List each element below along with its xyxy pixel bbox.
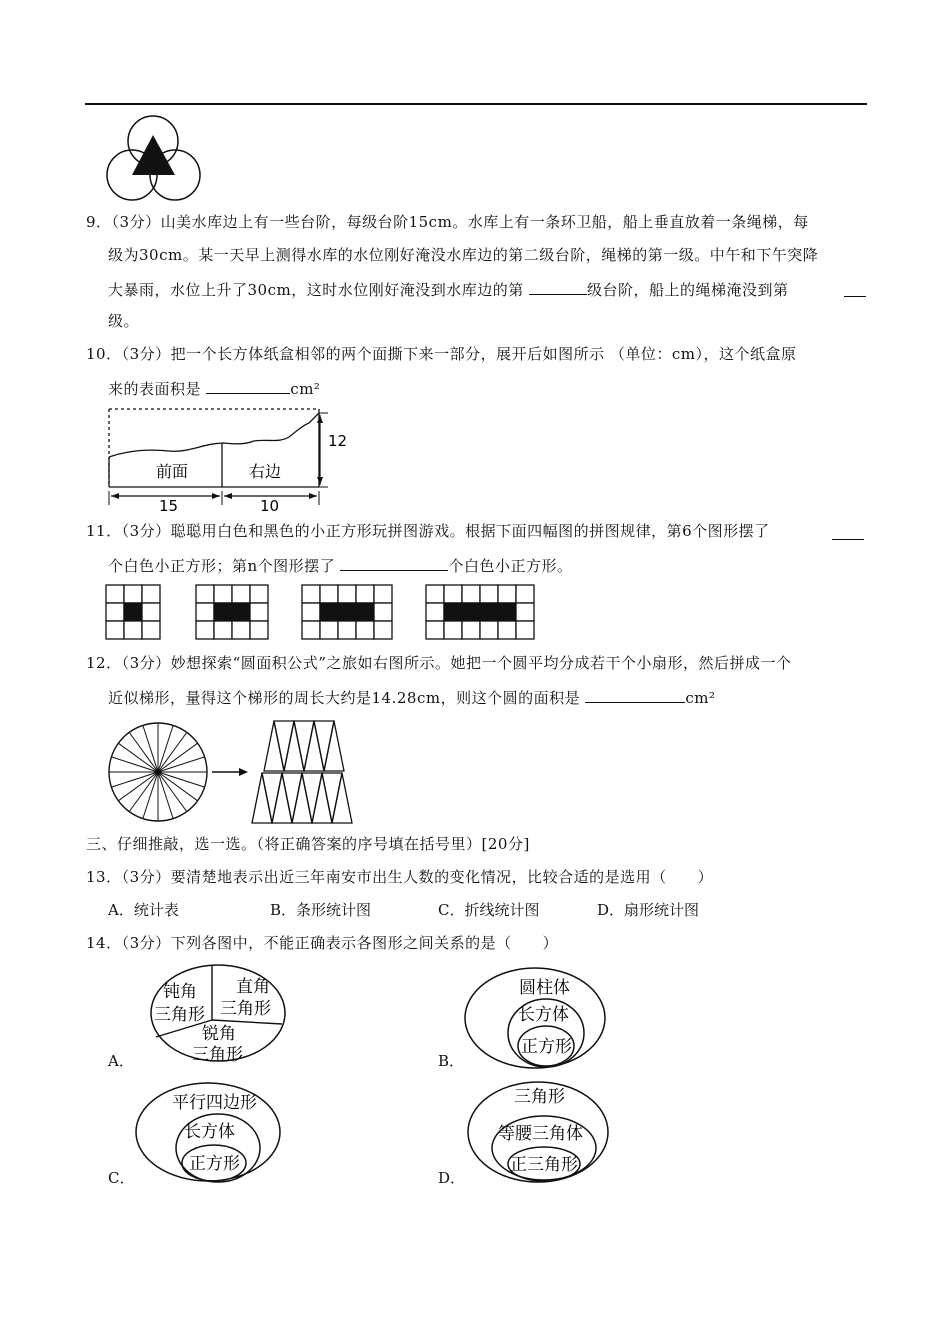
fig-a-obtuse-2: 三角形	[154, 1005, 205, 1025]
sector-piece	[302, 773, 322, 823]
q10-blank[interactable]	[206, 377, 290, 394]
white-square	[444, 621, 462, 639]
q9-blank-2[interactable]	[844, 280, 866, 297]
q13-stem: 13．（3分）要清楚地表示出近三年南安市出生人数的变化情况，比较合适的是选用（ ）	[86, 868, 714, 886]
fig-a-acute-1: 锐角	[202, 1024, 236, 1044]
white-square	[498, 621, 516, 639]
sector-piece	[284, 721, 304, 771]
sector-piece	[294, 721, 314, 771]
white-square	[516, 585, 534, 603]
q9-text-b: 级台阶，船上的绳梯淹没到第	[587, 281, 789, 299]
white-square	[124, 585, 142, 603]
sector-line	[158, 772, 205, 787]
sector-piece	[292, 773, 312, 823]
white-square	[498, 585, 516, 603]
three-circles-triangle-figure	[105, 113, 205, 203]
q10-unit: cm²	[290, 380, 321, 398]
white-square	[516, 603, 534, 621]
white-square	[320, 621, 338, 639]
q12-blank[interactable]	[585, 686, 685, 703]
sector-line	[129, 772, 158, 812]
q9-line3	[108, 278, 789, 300]
white-square	[142, 585, 160, 603]
white-square	[302, 585, 320, 603]
black-square	[232, 603, 250, 621]
q11-blank-1[interactable]	[832, 523, 864, 540]
sector-piece	[264, 721, 284, 771]
q11-line2	[108, 554, 572, 576]
q14-label-c: C．	[108, 1169, 135, 1187]
q10-line1: 10．（3分）把一个长方体纸盒相邻的两个面撕下来一部分，展开后如图所示 （单位：cm），这个纸盒原	[86, 345, 797, 363]
sector-line	[143, 725, 158, 772]
q9-text-a: 大暴雨，水位上升了30cm，这时水位刚好淹没到水库边的第	[108, 281, 524, 299]
white-square	[374, 603, 392, 621]
black-square	[214, 603, 232, 621]
q10-label-front: 前面	[156, 462, 189, 481]
header-rule	[85, 103, 867, 105]
white-square	[338, 585, 356, 603]
white-square	[106, 585, 124, 603]
black-square	[320, 603, 338, 621]
sector-line	[158, 725, 173, 772]
q10-label-w1: 15	[159, 497, 179, 515]
sector-line	[111, 757, 158, 772]
white-square	[196, 585, 214, 603]
q12-trapezoid	[252, 721, 352, 823]
white-square	[196, 621, 214, 639]
white-square	[196, 603, 214, 621]
q14-figure-c[interactable]	[132, 1081, 284, 1187]
white-square	[480, 621, 498, 639]
white-square	[106, 603, 124, 621]
black-square	[480, 603, 498, 621]
white-square	[232, 621, 250, 639]
white-square	[250, 585, 268, 603]
q11-line1: 11．（3分）聪聪用白色和黑色的小正方形玩拼图游戏。根据下面四幅图的拼图规律，第6个图形摆了	[86, 522, 770, 540]
sector-piece	[324, 721, 344, 771]
white-square	[142, 621, 160, 639]
white-square	[516, 621, 534, 639]
fig-d-inner: 正三角形	[510, 1155, 578, 1175]
q14-label-b: B．	[438, 1052, 465, 1070]
sector-line	[129, 732, 158, 772]
black-square	[338, 603, 356, 621]
white-square	[250, 621, 268, 639]
sector-piece	[304, 721, 324, 771]
q11-blank-2[interactable]	[340, 554, 448, 571]
q10-label-h: 12	[328, 432, 348, 450]
q13-option-a[interactable]: A．统计表	[108, 901, 179, 919]
sector-piece	[252, 773, 272, 823]
sector-piece	[322, 773, 342, 823]
white-square	[232, 585, 250, 603]
q11-text-a: 个白色小正方形；第n个图形摆了	[108, 557, 336, 575]
sector-piece	[282, 773, 302, 823]
fig-c-middle: 长方体	[184, 1122, 235, 1142]
sector-line	[158, 772, 187, 812]
white-square	[320, 585, 338, 603]
black-square	[356, 603, 374, 621]
sector-line	[158, 743, 198, 772]
white-square	[426, 621, 444, 639]
white-square	[214, 585, 232, 603]
q12-unit: cm²	[685, 689, 716, 707]
q13-option-d[interactable]: D．扇形统计图	[597, 901, 700, 919]
q10-label-w2: 10	[260, 497, 280, 515]
q9-line1: 9．（3分）山美水库边上有一些台阶，每级台阶15cm。水库上有一条环卫船，船上垂直放着一条绳梯，每	[86, 213, 809, 231]
sector-line	[118, 772, 158, 801]
fig-a-right-1: 直角	[236, 977, 270, 997]
q11-text-b: 个白色小正方形。	[448, 557, 573, 575]
white-square	[374, 621, 392, 639]
q9-line2: 级为30cm。某一天早上测得水库的水位刚好淹没水库边的第二级台阶，绳梯的第一级。中午和下午突降	[108, 246, 819, 264]
section3-heading: 三、仔细推敲，选一选。（将正确答案的序号填在括号里）[20分]	[86, 835, 530, 853]
sector-line	[111, 772, 158, 787]
white-square	[426, 603, 444, 621]
white-square	[444, 585, 462, 603]
q14-figure-d[interactable]	[464, 1080, 612, 1188]
q14-figure-b[interactable]	[462, 966, 612, 1072]
black-square	[498, 603, 516, 621]
fig-c-inner: 正方形	[189, 1154, 240, 1174]
q12-line2	[108, 686, 716, 708]
q12-text-a: 近似梯形，量得这个梯形的周长大约是14.28cm，则这个圆的面积是	[108, 689, 581, 707]
sector-piece	[272, 773, 292, 823]
black-square	[462, 603, 480, 621]
sector-piece	[314, 721, 334, 771]
black-square	[444, 603, 462, 621]
fig-a-right-2: 三角形	[220, 999, 271, 1019]
fig-c-outer: 平行四边形	[172, 1093, 257, 1113]
sector-line	[118, 743, 158, 772]
fig-a-acute-2: 三角形	[192, 1045, 243, 1065]
sector-line	[143, 772, 158, 819]
sector-piece	[312, 773, 332, 823]
sector-line	[158, 772, 173, 819]
q9-line4: 级。	[108, 312, 140, 330]
sector-piece	[274, 721, 294, 771]
white-square	[214, 621, 232, 639]
sector-piece	[332, 773, 352, 823]
sector-line	[158, 772, 198, 801]
q13-option-c[interactable]: C．折线统计图	[438, 901, 540, 919]
fig-b-outer: 圆柱体	[519, 978, 570, 998]
white-square	[374, 585, 392, 603]
sector-line	[158, 732, 187, 772]
q12-circle-sectors	[109, 723, 207, 821]
white-square	[356, 621, 374, 639]
sector-line	[158, 757, 205, 772]
q10-box-net-figure	[104, 405, 354, 515]
q14-stem: 14．（3分）下列各图中，不能正确表示各图形之间关系的是（ ）	[86, 934, 559, 952]
white-square	[462, 585, 480, 603]
white-square	[356, 585, 374, 603]
white-square	[124, 621, 142, 639]
q13-option-b[interactable]: B．条形统计图	[270, 901, 372, 919]
fig-a-obtuse-1: 钝角	[163, 982, 197, 1002]
white-square	[480, 585, 498, 603]
sector-piece	[262, 773, 282, 823]
white-square	[106, 621, 124, 639]
white-square	[250, 603, 268, 621]
q9-blank-1[interactable]	[529, 278, 587, 295]
white-square	[426, 585, 444, 603]
white-square	[142, 603, 160, 621]
q10-label-right: 右边	[249, 462, 282, 481]
fig-d-outer: 三角形	[514, 1087, 565, 1107]
q10-line2	[108, 377, 320, 399]
white-square	[302, 621, 320, 639]
black-square	[124, 603, 142, 621]
fig-d-middle: 等腰三角体	[498, 1124, 583, 1144]
q10-text-a: 来的表面积是	[108, 380, 202, 398]
white-square	[302, 603, 320, 621]
q14-figure-a[interactable]	[148, 962, 293, 1067]
q14-label-a: A．	[108, 1052, 134, 1070]
fig-b-inner: 正方形	[521, 1037, 572, 1057]
q14-label-d: D．	[438, 1169, 466, 1187]
q12-line1: 12．（3分）妙想探索“圆面积公式”之旅如右图所示。她把一个圆平均分成若干个小扇形，然后拼成一个	[86, 654, 792, 672]
white-square	[462, 621, 480, 639]
q11-tile-patterns	[104, 583, 544, 643]
q12-circle-to-trapezoid-figure	[104, 715, 354, 827]
fig-b-middle: 长方体	[518, 1005, 569, 1025]
white-square	[338, 621, 356, 639]
